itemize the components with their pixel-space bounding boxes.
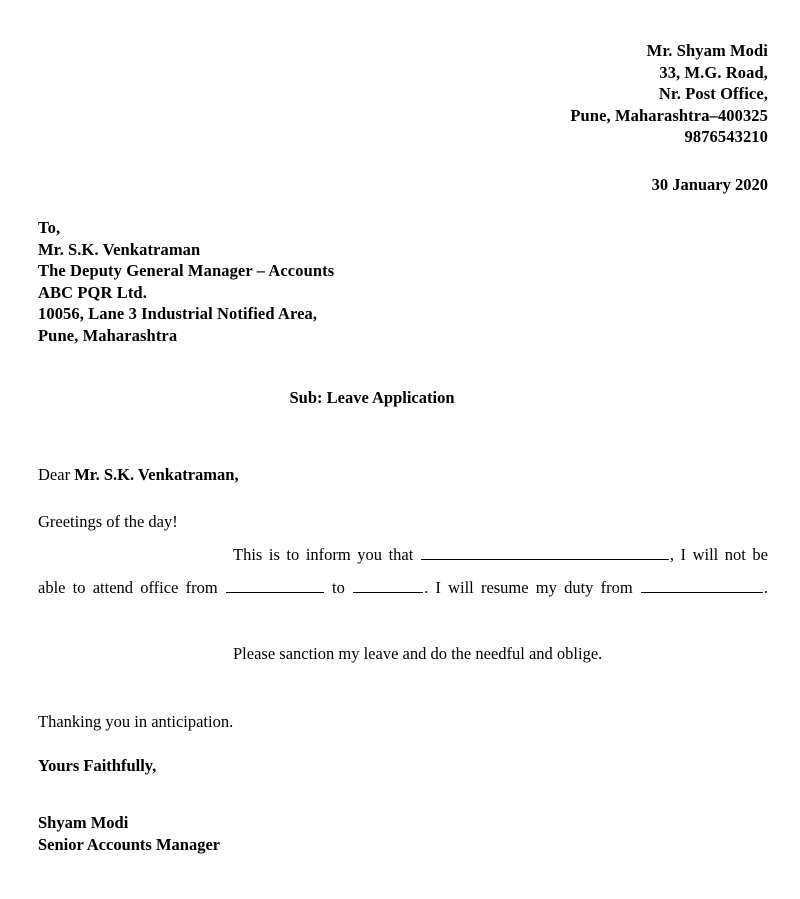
from-date-blank-field[interactable] — [226, 576, 324, 593]
to-date-blank-field[interactable] — [353, 576, 423, 593]
greeting-line: Greetings of the day! — [38, 512, 178, 531]
body-segment-4: . I will resume my duty from — [424, 578, 640, 597]
recipient-designation: The Deputy General Manager – Accounts — [38, 261, 335, 280]
reason-blank-field[interactable] — [421, 543, 669, 560]
body-segment-2: , I will not be able to attend office from — [38, 545, 768, 597]
recipient-street: 10056, Lane 3 Industrial Notified Area, — [38, 304, 318, 323]
letter-date: 30 January 2020 — [651, 174, 768, 194]
valediction-line: Yours Faithfully, — [38, 756, 157, 775]
salutation — [38, 464, 768, 485]
salutation-recipient-name: Mr. S.K. Venkatraman, — [74, 465, 239, 484]
signatory-name: Shyam Modi — [38, 813, 129, 832]
sender-landmark: Nr. Post Office, — [658, 84, 768, 103]
sender-phone: 9876543210 — [684, 127, 768, 146]
sender-name: Mr. Shyam Modi — [646, 41, 768, 60]
sender-city-state-pin: Pune, Maharashtra–400325 — [570, 105, 768, 125]
signatory-designation: Senior Accounts Manager — [38, 835, 221, 854]
sender-address-block — [38, 40, 768, 148]
sender-street: 33, M.G. Road, — [659, 62, 768, 82]
recipient-company: ABC PQR Ltd. — [38, 282, 147, 302]
request-line: Please sanction my leave and do the needful and oblige. — [233, 644, 603, 663]
signature-block — [38, 812, 768, 856]
body-segment-5: . — [763, 578, 768, 597]
resume-date-blank-field[interactable] — [641, 576, 763, 593]
letter-content — [38, 0, 768, 856]
thanks-line: Thanking you in anticipation. — [38, 712, 234, 731]
recipient-city-state: Pune, Maharashtra — [38, 325, 178, 345]
subject-line: Sub: Leave Application — [289, 388, 455, 407]
recipient-to-label: To, — [38, 218, 61, 237]
body-segment-1: This is to inform you that — [233, 545, 420, 564]
body-paragraph — [38, 538, 768, 637]
salutation-prefix: Dear — [38, 465, 75, 484]
body-segment-3: to — [324, 578, 353, 597]
recipient-name: Mr. S.K. Venkatraman — [38, 239, 201, 259]
recipient-address-block — [38, 217, 768, 346]
